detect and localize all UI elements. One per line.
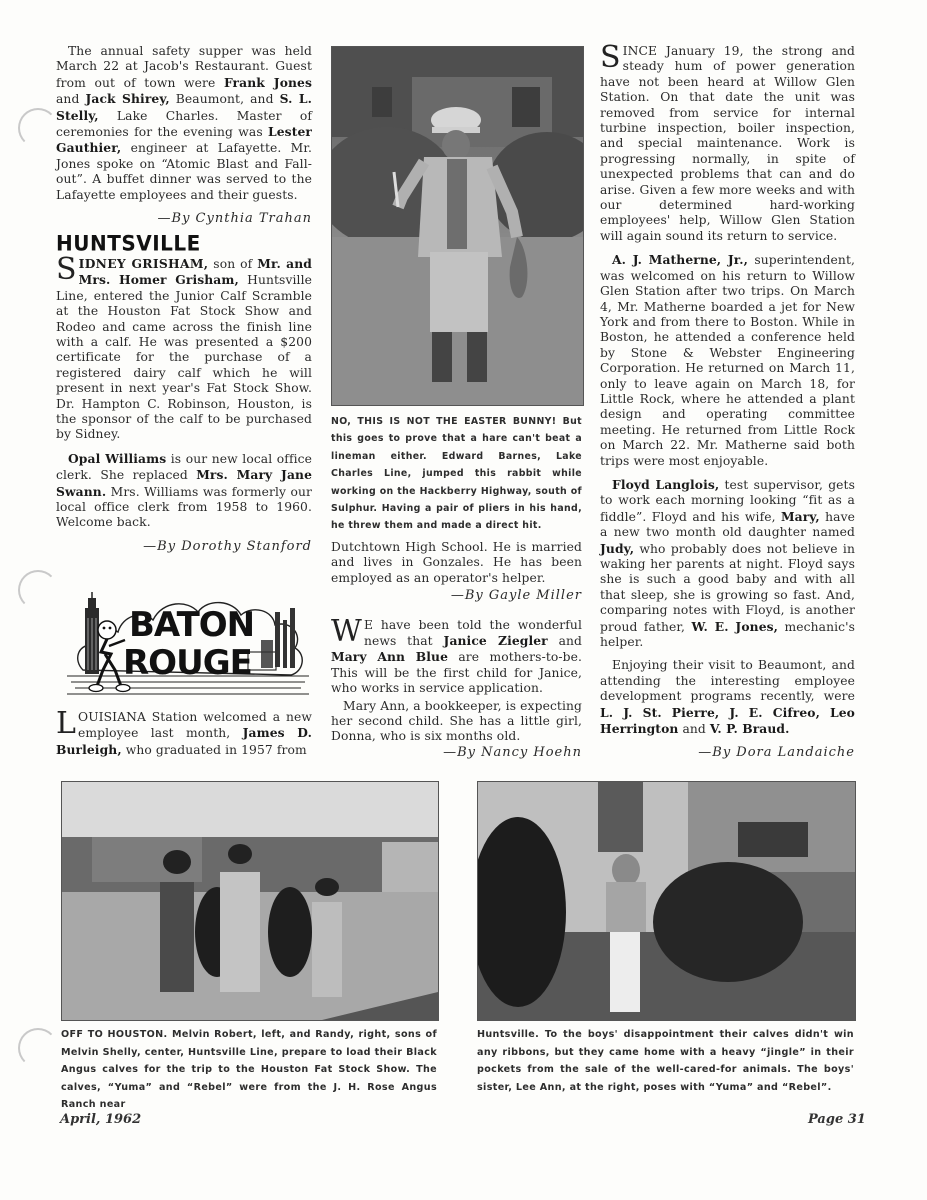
drop-cap: W bbox=[331, 613, 362, 649]
column-1-lower bbox=[56, 706, 312, 766]
byline: —By Gayle Miller bbox=[450, 588, 582, 604]
photo-illustration bbox=[62, 782, 438, 1020]
name-jack-shirey: Jack Shirey, bbox=[85, 91, 170, 107]
drop-cap: S bbox=[600, 40, 621, 75]
byline: —By Dorothy Stanford bbox=[143, 538, 312, 554]
photo-boys-calves bbox=[61, 781, 439, 1021]
photo-illustration bbox=[478, 782, 855, 1020]
name-sl-stelly: S. L. Stelly, bbox=[56, 91, 313, 123]
drop-cap: S bbox=[56, 251, 77, 287]
name-lester-gauthier: Lester Gauthier, bbox=[56, 124, 312, 156]
mothers-paragraph: W E have been told the wonderful news that Janice Ziegler and Mary Ann Blue are mothers-to-be. This will be the first child for Janice, who works in service application. bbox=[331, 613, 582, 696]
louisiana-paragraph: LOUISIANA Station welcomed a new employee last month, James D. Burleigh, who graduated in 1957 from bbox=[56, 706, 312, 757]
photo-caption-off-to-houston: OFF TO HOUSTON. Melvin Robert, left, and Randy, right, sons of Melvin Shelly, center, Huntsville Line, prepare to load their Black Angus calves for the trip to the Houston Fat Stock Show. The calves, “Yuma” and “Rebel” were from the J. H. Rose Angus Ranch near bbox=[61, 1029, 437, 1110]
punch-hole bbox=[18, 108, 58, 148]
photo-caption-huntsville: Huntsville. To the boys' disappointment their calves didn't win any ribbons, but they came home with a heavy “jingle” in their pockets from the sale of the well-cared-for animals. The boys' sister, Lee Ann, at the right, poses with “Yuma” and “Rebel”. bbox=[477, 1029, 854, 1093]
name-frank-jones: Frank Jones bbox=[223, 74, 312, 90]
huntsville-paragraph: SIDNEY GRISHAM, son of Mr. and Mrs. Homer Grisham, Huntsville Line, entered the Junior Calf Scramble at the Houston Fat Stock Show and Rodeo and came across the finish line with a calf. He was presented a $200 certificate for the purchase of a registered dairy calf which he will present in next year's Fat Stock Show. Dr. Hampton C. Robinson, Houston, is the sponsor of the calf to be purchased by Sidney. bbox=[56, 251, 312, 442]
drop-cap: L bbox=[56, 706, 77, 741]
column-2 bbox=[331, 540, 582, 770]
svg-text:ROUGE: ROUGE bbox=[123, 643, 252, 683]
beaumont-paragraph: Enjoying their visit to Beaumont, and attending the interesting employee development programs recently, were L. J. St. Pierre, J. E. Cifreo, Leo Herrington and V. P. Braud. bbox=[600, 658, 855, 737]
baton-rouge-logo bbox=[63, 590, 313, 702]
photo-illustration bbox=[332, 47, 583, 405]
byline: —By Cynthia Trahan bbox=[157, 211, 312, 227]
byline: —By Nancy Hoehn bbox=[443, 744, 582, 760]
baton-rouge-illustration bbox=[63, 590, 313, 702]
opal-williams-paragraph: Opal Williams is our new local office clerk. She replaced Mrs. Mary Jane Swann. Mrs. Williams was formerly our local office clerk from 1958 to 1960. Welcome back. bbox=[56, 450, 313, 530]
byline: —By Dora Landaiche bbox=[698, 745, 855, 761]
column-1 bbox=[56, 44, 312, 564]
willow-glen-paragraph: SINCE January 19, the strong and steady hum of power generation have not been heard at Willow Glen Station. On that date the unit was removed from service for internal turbine inspection, boiler inspection, and special maintenance. Work is progressing normally, in spite of unexpected problems that can and do arise. Given a few more weeks and with our determined hard-working employees' help, Willow Glen Station will again sound its return to service. bbox=[600, 40, 855, 243]
punch-hole bbox=[18, 570, 58, 610]
footer-date: April, 1962 bbox=[60, 1112, 142, 1127]
mary-ann-paragraph: Mary Ann, a bookkeeper, is expecting her second child. She has a little girl, Donna, who is six months old. bbox=[331, 698, 582, 744]
footer-page-number: Page 31 bbox=[808, 1112, 866, 1127]
column-3 bbox=[600, 40, 855, 771]
photo-girl-calves bbox=[477, 781, 856, 1021]
burleigh-continued: Dutchtown High School. He is married and lives in Gonzales. He has been employed as an operator's helper. bbox=[331, 540, 582, 585]
photo-lineman-rabbit bbox=[331, 46, 584, 406]
lafayette-paragraph: The annual safety supper was held March 22 at Jacob's Restaurant. Guest from out of town were Frank Jones and Jack Shirey, Beaumont, and S. L. Stelly, Lake Charles. Master of ceremonies for the evening was Lester Gauthier, engineer at Lafayette. Mr. Jones spoke on “Atomic Blast and Fall-out”. A buffet dinner was served to the Lafayette employees and their guests. bbox=[56, 44, 313, 202]
photo-caption-rabbit: NO, THIS IS NOT THE EASTER BUNNY! But this goes to prove that a hare can't beat a lineman either. Edward Barnes, Lake Charles Line, jumped this rabbit while working on the Hackberry Highway, south of Sulphur. Having a pair of pliers in his hand, he threw them and made a direct hit. bbox=[331, 416, 582, 532]
svg-text:BATON: BATON bbox=[129, 605, 255, 645]
punch-hole bbox=[18, 1028, 58, 1068]
floyd-paragraph: Floyd Langlois, test supervisor, gets to work each morning looking “fit as a fiddle”. Floyd and his wife, Mary, have a new two month old daughter named Judy, who probably does not believe in waking her parents at night. Floyd says she is such a good baby and with all that sleep, she is growing so fast. And, comparing notes with Floyd, is another proud father, W. E. Jones, mechanic's helper. bbox=[600, 476, 855, 650]
section-heading-huntsville: HUNTSVILLE bbox=[56, 230, 201, 257]
matherne-paragraph: A. J. Matherne, Jr., superintendent, was welcomed on his return to Willow Glen Station after two trips. On March 4, Mr. Matherne boarded a jet for New York and from there to Boston. While in Boston, he attended a conference held by Stone & Webster Engineering Corporation. He returned on March 11, only to leave again on March 18, for Little Rock, where he attended a plant design and operating committee meeting. He returned from Little Rock on March 22. Mr. Matherne said both trips were most enjoyable. bbox=[600, 252, 855, 468]
